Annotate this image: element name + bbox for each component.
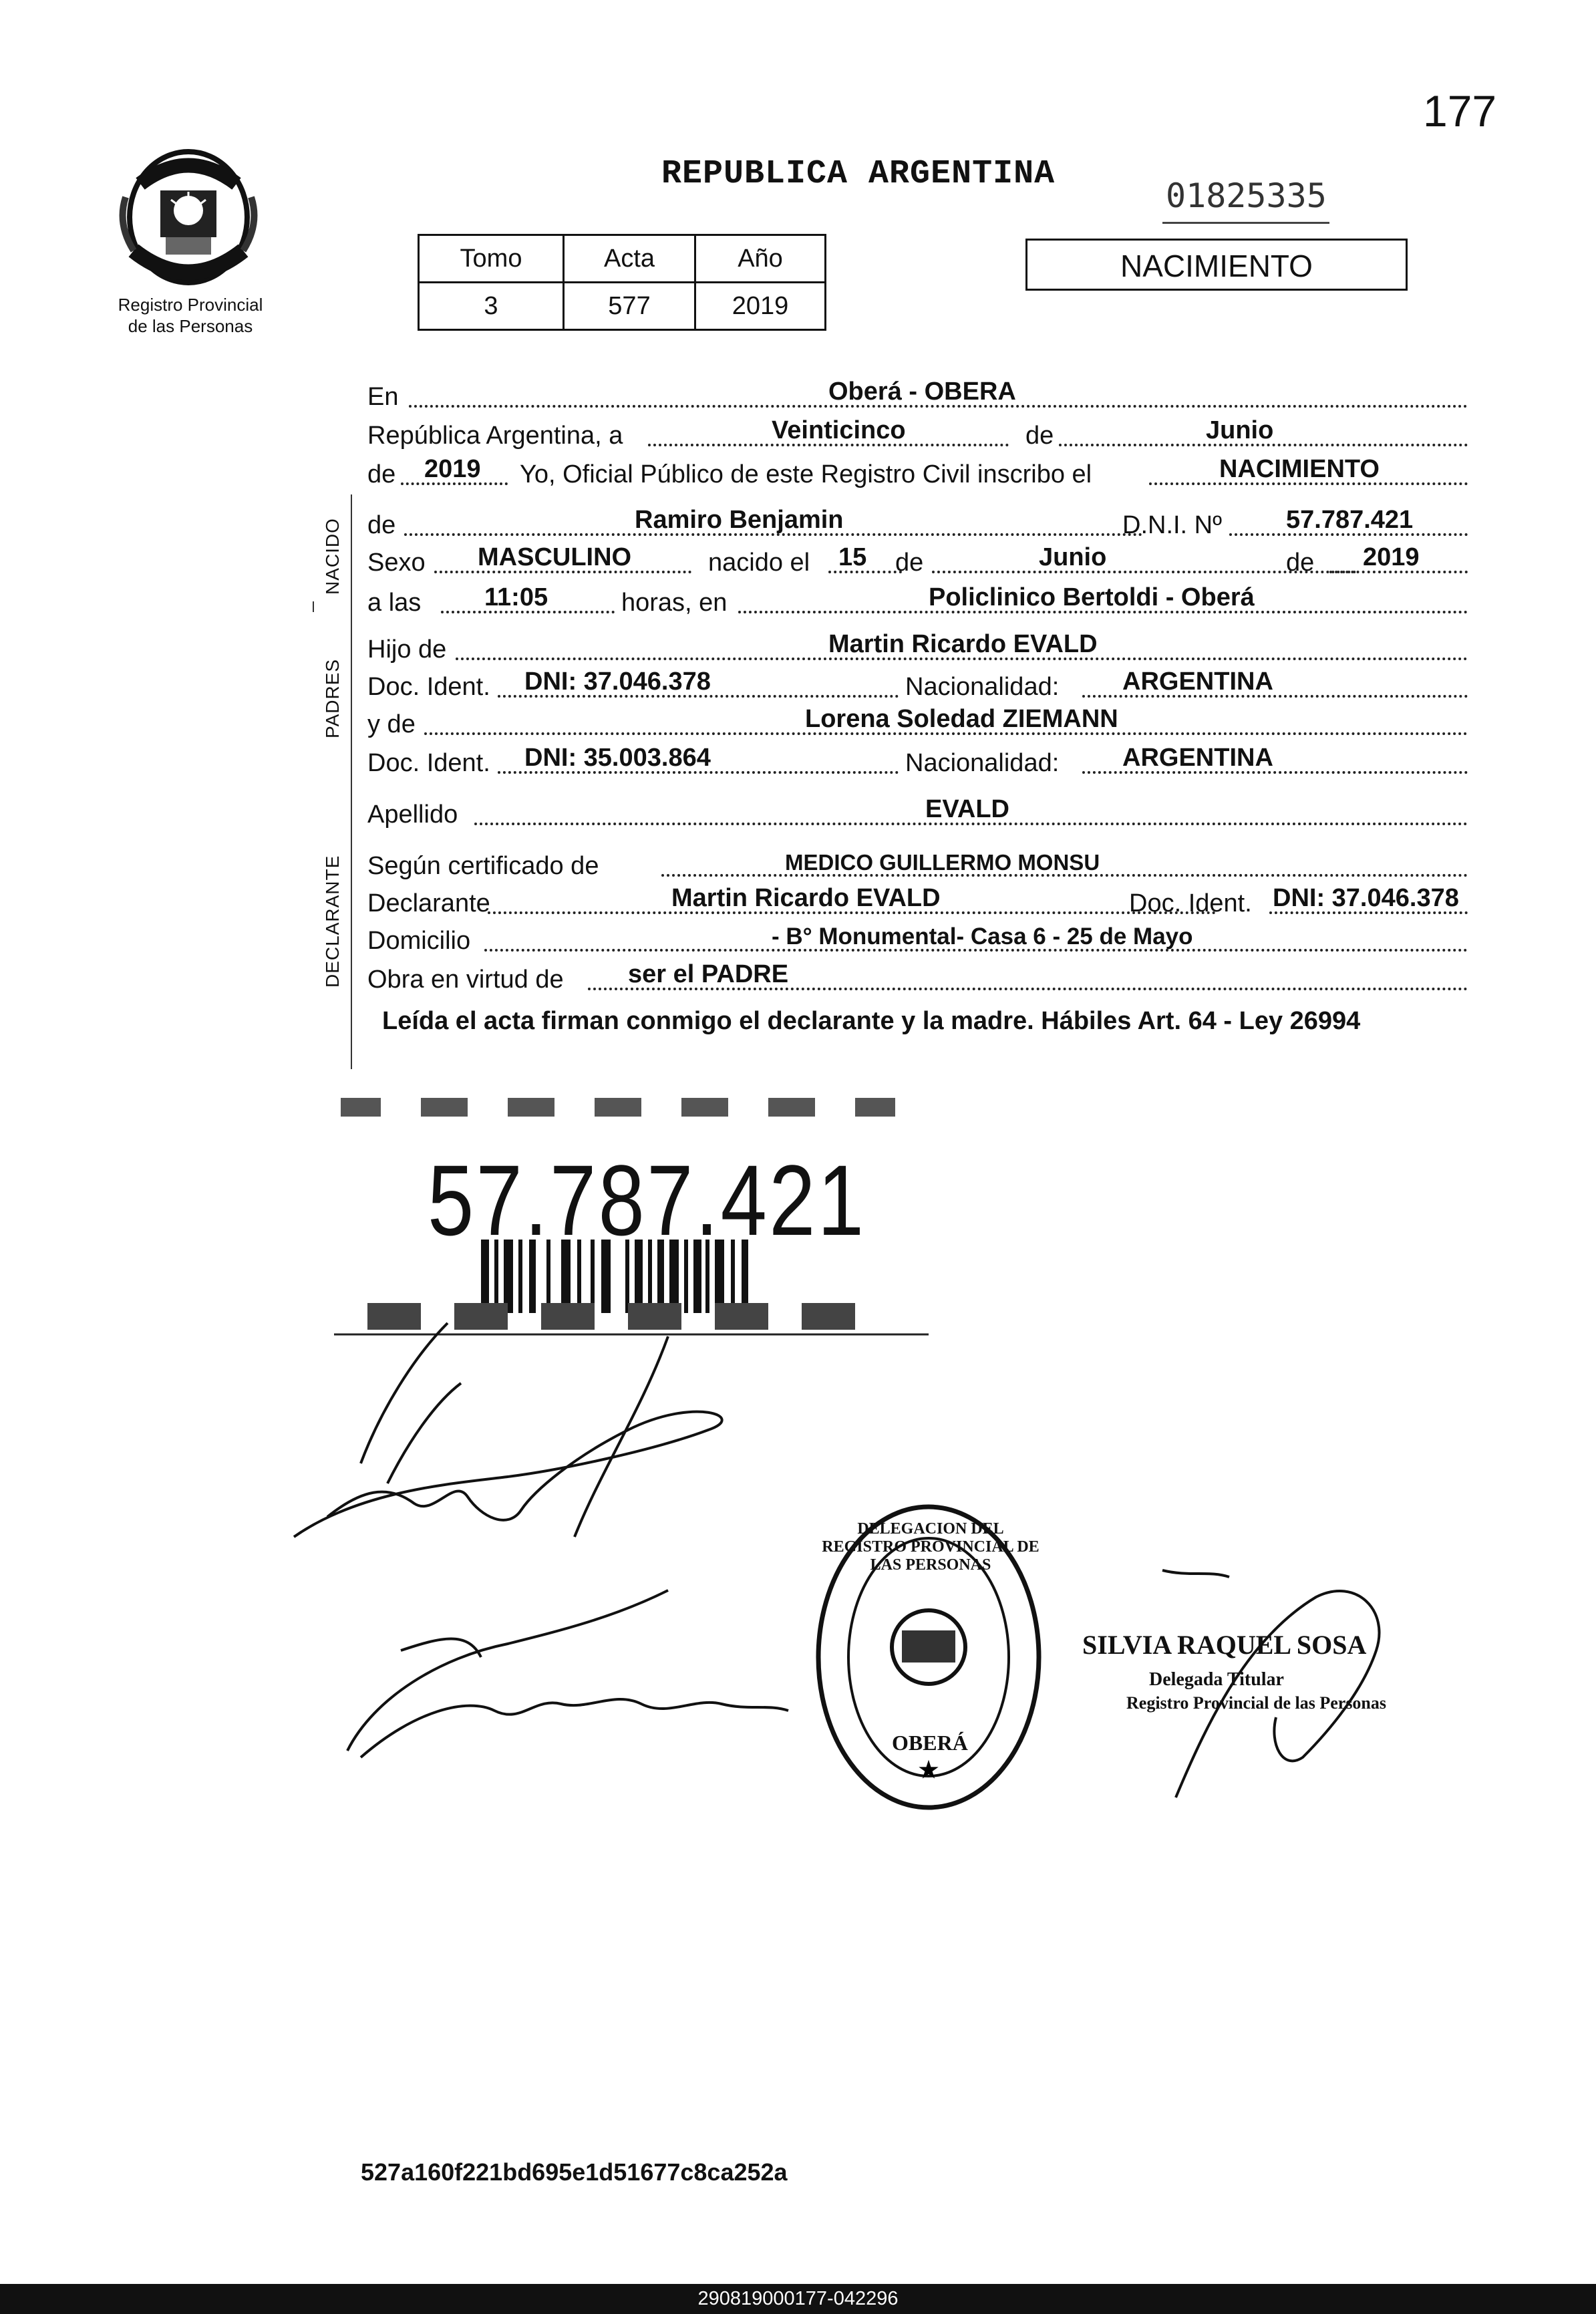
official-name: SILVIA RAQUEL SOSA [1082,1630,1367,1660]
label-certificado: Según certificado de [367,852,599,880]
label-de: de [367,511,396,539]
mother-doc-value: DNI: 35.003.864 [524,744,711,772]
label-dni: D.N.I. Nº [1122,511,1222,539]
registry-header-tomo: Tomo [419,235,564,283]
row-birth-time-place [367,580,1473,617]
registry-value-ano: 2019 [695,283,826,330]
label-horas: horas, en [621,589,728,617]
label-hijo: Hijo de [367,635,447,664]
coat-of-arms-icon [114,144,264,287]
side-divider [351,494,352,1069]
official-text: Yo, Oficial Público de este Registro Civil inscribo el [520,460,1092,488]
row-sex-birth [367,540,1473,577]
label-obra: Obra en virtud de [367,966,564,994]
logo-caption-line-2: de las Personas [128,316,253,336]
label-declarante: Declarante [367,889,490,917]
capacity-value: ser el PADRE [628,960,789,988]
certificate-value: MEDICO GUILLERMO MONSU [785,850,1100,875]
mother-signature [334,1577,802,1777]
footer-id-bar: 290819000177-042296 [0,2284,1596,2314]
seal-city: OBERÁ [892,1731,968,1755]
row-father-doc [367,664,1473,702]
page-number: 177 [1423,86,1497,136]
label-domicilio: Domicilio [367,927,471,955]
birth-time-value: 11:05 [484,583,548,611]
serial-underline [1162,222,1329,224]
row-child-name [367,502,1473,540]
child-dni-value: 57.787.421 [1286,506,1414,534]
father-name-value: Martin Ricardo EVALD [828,630,1098,658]
label-de: de [367,460,396,488]
father-nationality-value: ARGENTINA [1122,668,1273,696]
label-alas: a las [367,589,422,617]
surname-value: EVALD [925,795,1009,823]
birth-day-value: 15 [838,543,867,571]
label-de: de [895,549,924,577]
record-type-box: NACIMIENTO [1025,239,1408,291]
country-heading: REPUBLICA ARGENTINA [661,155,1056,193]
logo-caption [80,294,301,337]
mother-nationality-value: ARGENTINA [1122,744,1273,772]
birth-place-value: Policlinico Bertoldi - Oberá [929,583,1255,611]
row-certificate [367,843,1473,881]
registry-value-tomo: 3 [419,283,564,330]
official-signature [1076,1557,1410,1811]
document-hash: 527a160f221bd695e1d51677c8ca252a [361,2158,788,2186]
row-declarant [367,881,1473,918]
father-doc-value: DNI: 37.046.378 [524,668,711,696]
child-name-value: Ramiro Benjamin [635,506,844,534]
registry-table-header-row [419,235,826,283]
row-mother [367,702,1473,739]
side-label-nacido: NACIDO [322,518,343,595]
label-en: En [367,383,399,411]
label-sexo: Sexo [367,549,426,577]
serial-number: 01825335 [1166,176,1327,215]
row-mother-doc [367,740,1473,778]
row-capacity [367,957,1473,994]
label-de: de [1025,422,1054,450]
registry-table-value-row [419,283,826,330]
divider-tick [313,601,314,612]
label-nacionalidad: Nacionalidad: [905,673,1060,701]
label-apellido: Apellido [367,801,458,829]
row-father [367,627,1473,664]
day-words-value: Veinticinco [772,416,906,444]
birth-year-value: 2019 [1363,543,1420,571]
row-republica [367,413,1473,450]
logo-caption-line-1: Registro Provincial [118,295,263,315]
seal-star-icon: ★ [918,1757,939,1783]
year-value: 2019 [424,455,481,483]
row-address [367,918,1473,956]
declarant-value: Martin Ricardo EVALD [671,884,941,912]
row-year-official [367,452,1473,489]
declarant-signature [281,1316,762,1584]
declarant-doc-value: DNI: 37.046.378 [1273,884,1459,912]
id-number-label: 57.787.421 [428,1144,866,1256]
row-surname [367,792,1473,829]
misiones-logo [114,144,264,287]
side-label-declarante: DECLARANTE [322,855,343,988]
label-doc-ident: Doc. Ident. [1129,889,1252,917]
label-de: de [1286,549,1315,577]
label-doc-ident: Doc. Ident. [367,749,490,777]
label-yde: y de [367,710,416,738]
act-kind-value: NACIMIENTO [1219,455,1380,483]
label-republica: República Argentina, a [367,422,623,450]
birth-month-value: Junio [1039,543,1107,571]
registry-value-acta: 577 [564,283,695,330]
address-value: - B° Monumental- Casa 6 - 25 de Mayo [772,923,1193,950]
official-title: Delegada Titular [1149,1669,1284,1690]
registry-header-ano: Año [695,235,826,283]
registry-header-acta: Acta [564,235,695,283]
label-doc-ident: Doc. Ident. [367,673,490,701]
label-nacionalidad: Nacionalidad: [905,749,1060,777]
month-value: Junio [1206,416,1274,444]
mother-name-value: Lorena Soledad ZIEMANN [805,705,1118,733]
registry-table [418,234,826,331]
official-org: Registro Provincial de las Personas [1126,1693,1387,1713]
closing-text: Leída el acta firman conmigo el declarante y la madre. Hábiles Art. 64 - Ley 26994 [382,1007,1361,1035]
row-en [367,374,1473,412]
seal-round-text: DELEGACION DEL REGISTRO PROVINCIAL DE LAS PERSONAS [822,1520,1040,1574]
place-value: Oberá - OBERA [828,378,1016,406]
side-label-padres: PADRES [322,658,343,738]
label-nacido: nacido el [708,549,810,577]
sex-value: MASCULINO [478,543,632,571]
